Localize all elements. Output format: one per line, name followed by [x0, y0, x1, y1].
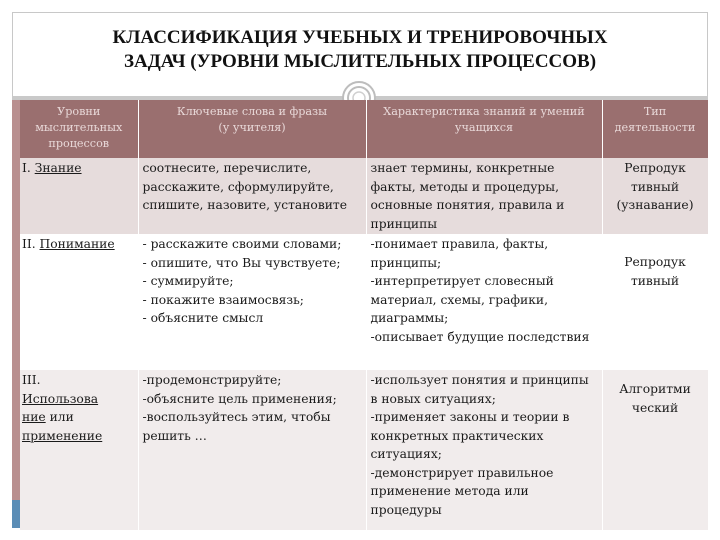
header-keywords: Ключевые слова и фразы (у учителя)	[138, 100, 366, 158]
slide-title	[20, 26, 700, 74]
activity-cell: Репродук тивный	[602, 234, 708, 370]
level-cell: I. Знание	[20, 158, 138, 234]
title-line-2: ЗАДАЧ (УРОВНИ МЫСЛИТЕЛЬНЫХ ПРОЦЕССОВ)	[123, 51, 597, 72]
left-accent-strip-blue	[12, 500, 20, 528]
level-cell: II. Понимание	[20, 234, 138, 370]
keywords-cell: -продемонстрируйте; -объясните цель применения; -воспользуйтесь этим, чтобы решить …	[138, 370, 366, 530]
table-row	[20, 234, 708, 370]
header-levels: Уровни мыслительных процессов	[20, 100, 138, 158]
characteristics-cell: знает термины, конкретные факты, методы и процедуры, основные понятия, правила и принципы	[366, 158, 602, 234]
title-line-1: КЛАССИФИКАЦИЯ УЧЕБНЫХ И ТРЕНИРОВОЧНЫХ	[112, 27, 608, 48]
characteristics-cell: -понимает правила, факты, принципы; -интерпретирует словесный материал, схемы, графики, диаграммы; -описывает будущие последствия	[366, 234, 602, 370]
table-row	[20, 370, 708, 530]
left-accent-strip	[12, 100, 20, 528]
classification-table	[20, 100, 709, 530]
level-cell: III. Использова ние или применение	[20, 370, 138, 530]
keywords-cell: соотнесите, перечислите, расскажите, сформулируйте, спишите, назовите, установите	[138, 158, 366, 234]
characteristics-cell: -использует понятия и принципы в новых ситуациях; -применяет законы и теории в конкретных практических ситуациях; -демонстрирует правильное применение метода или процедуры	[366, 370, 602, 530]
activity-cell: Алгоритми ческий	[602, 370, 708, 530]
header-characteristics: Характеристика знаний и умений учащихся	[366, 100, 602, 158]
keywords-cell: - расскажите своими словами; - опишите, что Вы чувствуете; - суммируйте; - покажите взаимосвязь; - объясните смысл	[138, 234, 366, 370]
table-row	[20, 158, 708, 234]
table-header-row	[20, 100, 708, 158]
activity-cell: Репродук тивный (узнавание)	[602, 158, 708, 234]
header-activity: Тип деятельности	[602, 100, 708, 158]
